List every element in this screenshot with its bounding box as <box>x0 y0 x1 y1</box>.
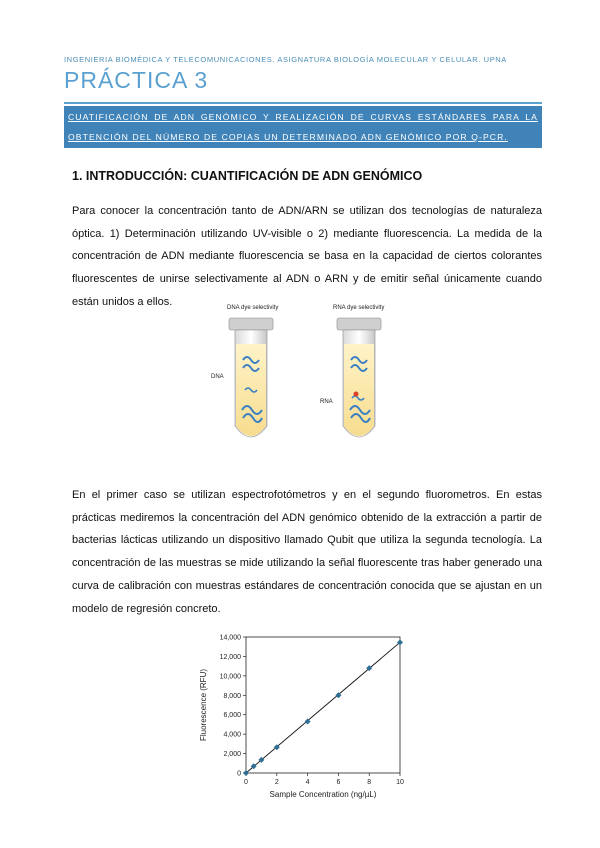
method-paragraph: En el primer caso se utilizan espectrofotómetros y en el segundo fluorometros. En estas prácticas mediremos la concentración del ADN genómico obtenido de la extracción a partir de bacterias lácticas utilizando un dispositivo llamado Qubit que utiliza la segunda tecnología. La concentración de las muestras se mide utilizando la señal fluorescente tras haber generado una curva de calibración con muestras estándares de concentración conocida que se ajustan en un modelo de regresión concreto. <box>72 489 542 615</box>
trend-line <box>246 642 400 773</box>
plot-frame <box>246 637 400 773</box>
rna-label: RNA <box>320 399 333 405</box>
page-title: PRÁCTICA 3 <box>64 67 209 93</box>
y-tick-label: 8,000 <box>223 692 241 700</box>
document-header: INGENIERIA BIOMÉDICA Y TELECOMUNICACIONES. ASIGNATURA BIOLOGÍA MOLECULAR Y CELULAR. UPNA <box>64 55 507 64</box>
x-tick-label: 6 <box>336 779 341 786</box>
dna-label: DNA <box>211 374 224 380</box>
x-tick-label: 8 <box>367 779 372 786</box>
y-tick-label: 4,000 <box>223 731 241 739</box>
x-tick-label: 2 <box>274 779 279 786</box>
calibration-chart <box>180 625 420 805</box>
y-axis-label: Fluorescence (RFU) <box>199 668 208 742</box>
y-tick-label: 0 <box>237 770 241 778</box>
y-tick-label: 2,000 <box>223 751 241 759</box>
y-tick-label: 10,000 <box>219 673 241 681</box>
y-tick-label: 14,000 <box>219 634 241 642</box>
dna-tube <box>229 318 273 437</box>
dna-caption: DNA dye selectivity <box>227 305 279 311</box>
x-axis-label: Sample Concentration (ng/µL) <box>269 790 377 799</box>
intro-paragraph: Para conocer la concentración tanto de ADN/ARN se utilizan dos tecnologías de naturaleza óptica. 1) Determinación utilizando UV-visible o 2) mediante fluorescencia. La medida de la concentración de ADN mediante fluorescencia se basa en la capacidad de ciertos colorantes fluorescentes de unirse selectivamente al ADN o ARN y de emitir señal únicamente cuando están unidos a ellos. <box>72 205 542 308</box>
dye-selectivity-figure <box>205 298 415 448</box>
rna-caption: RNA dye selectivity <box>333 305 385 311</box>
section-heading: 1. INTRODUCCIÓN: CUANTIFICACIÓN DE ADN GENÓMICO <box>72 169 423 183</box>
x-tick-label: 4 <box>305 779 310 786</box>
y-tick-label: 12,000 <box>219 653 241 661</box>
subtitle-text: CUATIFICACIÓN DE ADN GENÓMICO Y REALIZACIÓN DE CURVAS ESTÁNDARES PARA LA OBTENCIÓN DEL NÚMERO DE COPIAS UN DETERMINADO ADN GENÓMICO POR Q-PCR. <box>68 112 538 142</box>
x-tick-label: 10 <box>396 779 404 786</box>
subtitle-banner <box>64 106 542 148</box>
title-divider <box>64 102 542 104</box>
rna-tube <box>337 318 381 437</box>
x-tick-label: 0 <box>244 779 248 786</box>
y-tick-label: 6,000 <box>223 712 241 720</box>
